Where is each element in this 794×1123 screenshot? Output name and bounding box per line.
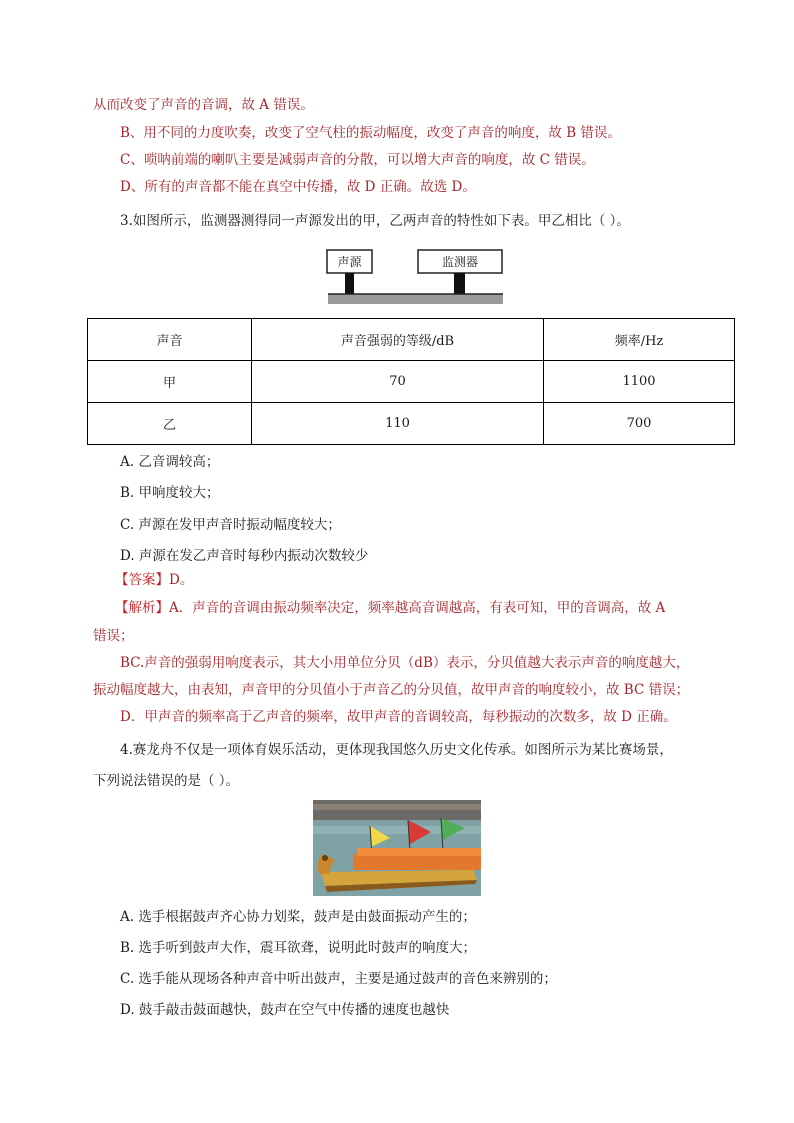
table-header: 频率/Hz (544, 319, 735, 361)
source-stand (345, 273, 354, 294)
table-cell: 70 (252, 361, 544, 403)
table-cell: 乙 (88, 403, 252, 445)
source-box (327, 250, 372, 273)
table-header-row (88, 319, 735, 361)
prev-answer-line: 从而改变了声音的音调，故 A 错误。 (93, 97, 314, 113)
prev-option-d: D、所有的声音都不能在真空中传播，故 D 正确。故选 D。 (120, 179, 476, 195)
table-cell: 1100 (544, 361, 735, 403)
q3-option-b: B. 甲响度较大； (120, 485, 220, 501)
question-3-stem: 3.如图所示，监测器测得同一声源发出的甲，乙两声音的特性如下表。甲乙相比（ ）。 (120, 213, 630, 229)
prev-option-b: B、用不同的力度吹奏，改变了空气柱的振动幅度，改变了声音的响度，故 B 错误。 (120, 125, 621, 141)
q4-option-b: B. 选手听到鼓声大作，震耳欲聋，说明此时鼓声的响度大； (120, 940, 477, 956)
question-4-stem-1: 4.赛龙舟不仅是一项体育娱乐活动，更体现我国悠久历史文化传承。如图所示为某比赛场景， (120, 742, 673, 758)
q3-analysis-line-1 (115, 598, 665, 618)
q3-analysis-line-5: D．甲声音的频率高于乙声音的频率，故甲声音的音调较高，每秒振动的次数多，故 D 正确。 (120, 709, 677, 725)
q3-analysis-line-4: 振动幅度越大，由表知，声音甲的分贝值小于声音乙的分贝值，故甲声音的响度较小，故 BC 错误； (93, 682, 690, 698)
table-cell: 700 (544, 403, 735, 445)
q4-option-a: A. 选手根据鼓声齐心协力划桨，鼓声是由鼓面振动产生的； (120, 909, 476, 925)
question-4-stem-2: 下列说法错误的是（ ）。 (93, 773, 240, 789)
monitor-box (418, 250, 502, 273)
table-cell: 110 (252, 403, 544, 445)
table-header: 声音强弱的等级/dB (252, 319, 544, 361)
answer-value: D。 (169, 572, 194, 588)
monitor-stand (454, 273, 465, 294)
svg-text:监测器: 监测器 (441, 255, 479, 269)
source-monitor-diagram (326, 248, 504, 308)
q4-option-d: D. 鼓手敲击鼓面越快，鼓声在空气中传播的速度也越快 (120, 1002, 450, 1018)
q3-answer (115, 570, 193, 590)
table-cell: 甲 (88, 361, 252, 403)
q4-option-c: C. 选手能从现场各种声音中听出鼓声，主要是通过鼓声的音色来辨别的； (120, 971, 557, 987)
q3-option-d: D. 声源在发乙声音时每秒内振动次数较少 (120, 548, 369, 564)
ground (328, 294, 503, 304)
analysis-text: A．声音的音调由振动频率决定，频率越高音调越高，有表可知，甲的音调高，故 A (169, 600, 666, 616)
svg-text:声源: 声源 (337, 255, 362, 269)
q3-option-a: A. 乙音调较高； (120, 454, 220, 470)
q3-option-c: C. 声源在发甲声音时振动幅度较大； (120, 517, 341, 533)
q3-analysis-line-2: 错误； (93, 628, 134, 644)
table-row (88, 403, 735, 445)
analysis-tag: 【解析】 (115, 600, 169, 616)
prev-option-c: C、唢呐前端的喇叭主要是减弱声音的分散，可以增大声音的响度，故 C 错误。 (120, 152, 595, 168)
table-row (88, 361, 735, 403)
sound-table (87, 318, 735, 445)
q3-analysis-line-3: BC.声音的强弱用响度表示，其大小用单位分贝（dB）表示，分贝值越大表示声音的响度越大， (120, 655, 690, 671)
answer-tag: 【答案】 (115, 572, 169, 588)
dragon-boat-photo (313, 800, 481, 896)
table-header: 声音 (88, 319, 252, 361)
